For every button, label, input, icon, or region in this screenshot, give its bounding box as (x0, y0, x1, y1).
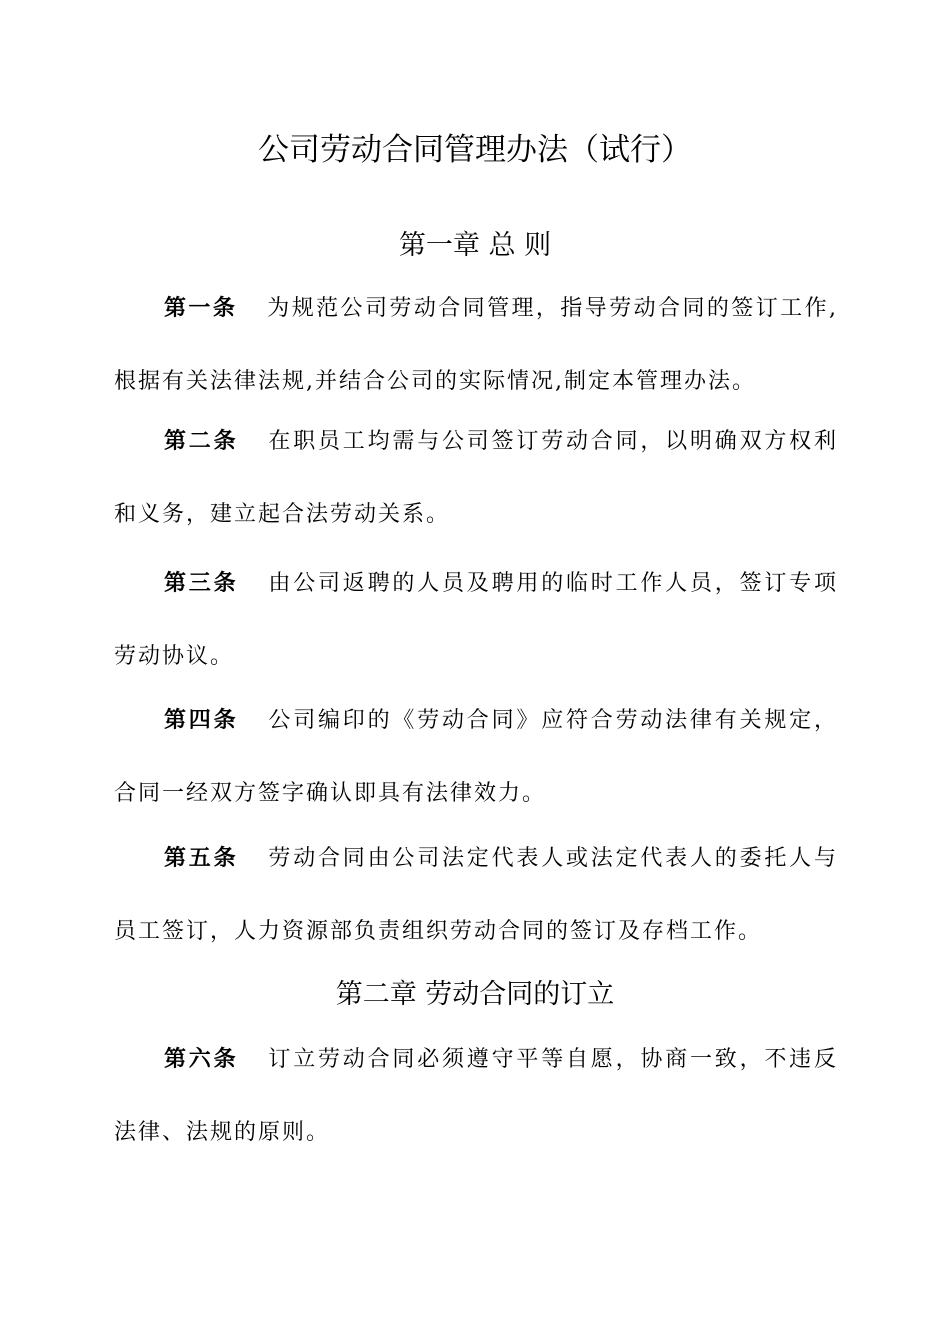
document-title: 公司劳动合同管理办法（试行） (258, 132, 692, 168)
chapter-heading: 第二章 劳动合同的订立 (335, 979, 615, 1010)
article-text: 由公司返聘的人员及聘用的临时工作人员，签订专项劳动协议。 (114, 571, 838, 669)
article-label: 第一条 (164, 296, 238, 321)
article-text: 劳动合同由公司法定代表人或法定代表人的委托人与员工签订，人力资源部负责组织劳动合同的签订及存档工作。 (114, 846, 838, 944)
article-label: 第三条 (164, 571, 239, 596)
article-paragraph (114, 547, 838, 693)
article-paragraph (114, 684, 838, 830)
article-paragraph (114, 272, 838, 418)
article-text: 公司编印的《劳动合同》应符合劳动法律有关规定，合同一经双方签字确认即具有法律效力。 (114, 708, 838, 806)
article-text: 在职员工均需与公司签订劳动合同，以明确双方权利和义务，建立起合法劳动关系。 (114, 429, 838, 527)
article-label: 第六条 (164, 1047, 239, 1072)
chapter-heading: 第一章 总 则 (398, 230, 552, 261)
article-paragraph (114, 1023, 838, 1169)
article-text: 为规范公司劳动合同管理，指导劳动合同的签订工作,根据有关法律法规,并结合公司的实际情况,制定本管理办法。 (114, 296, 838, 394)
article-paragraph (114, 405, 838, 551)
article-text: 订立劳动合同必须遵守平等自愿，协商一致，不违反法律、法规的原则。 (114, 1047, 838, 1145)
article-label: 第四条 (164, 708, 239, 733)
article-paragraph (114, 822, 838, 968)
article-label: 第五条 (164, 846, 239, 871)
article-label: 第二条 (164, 429, 239, 454)
